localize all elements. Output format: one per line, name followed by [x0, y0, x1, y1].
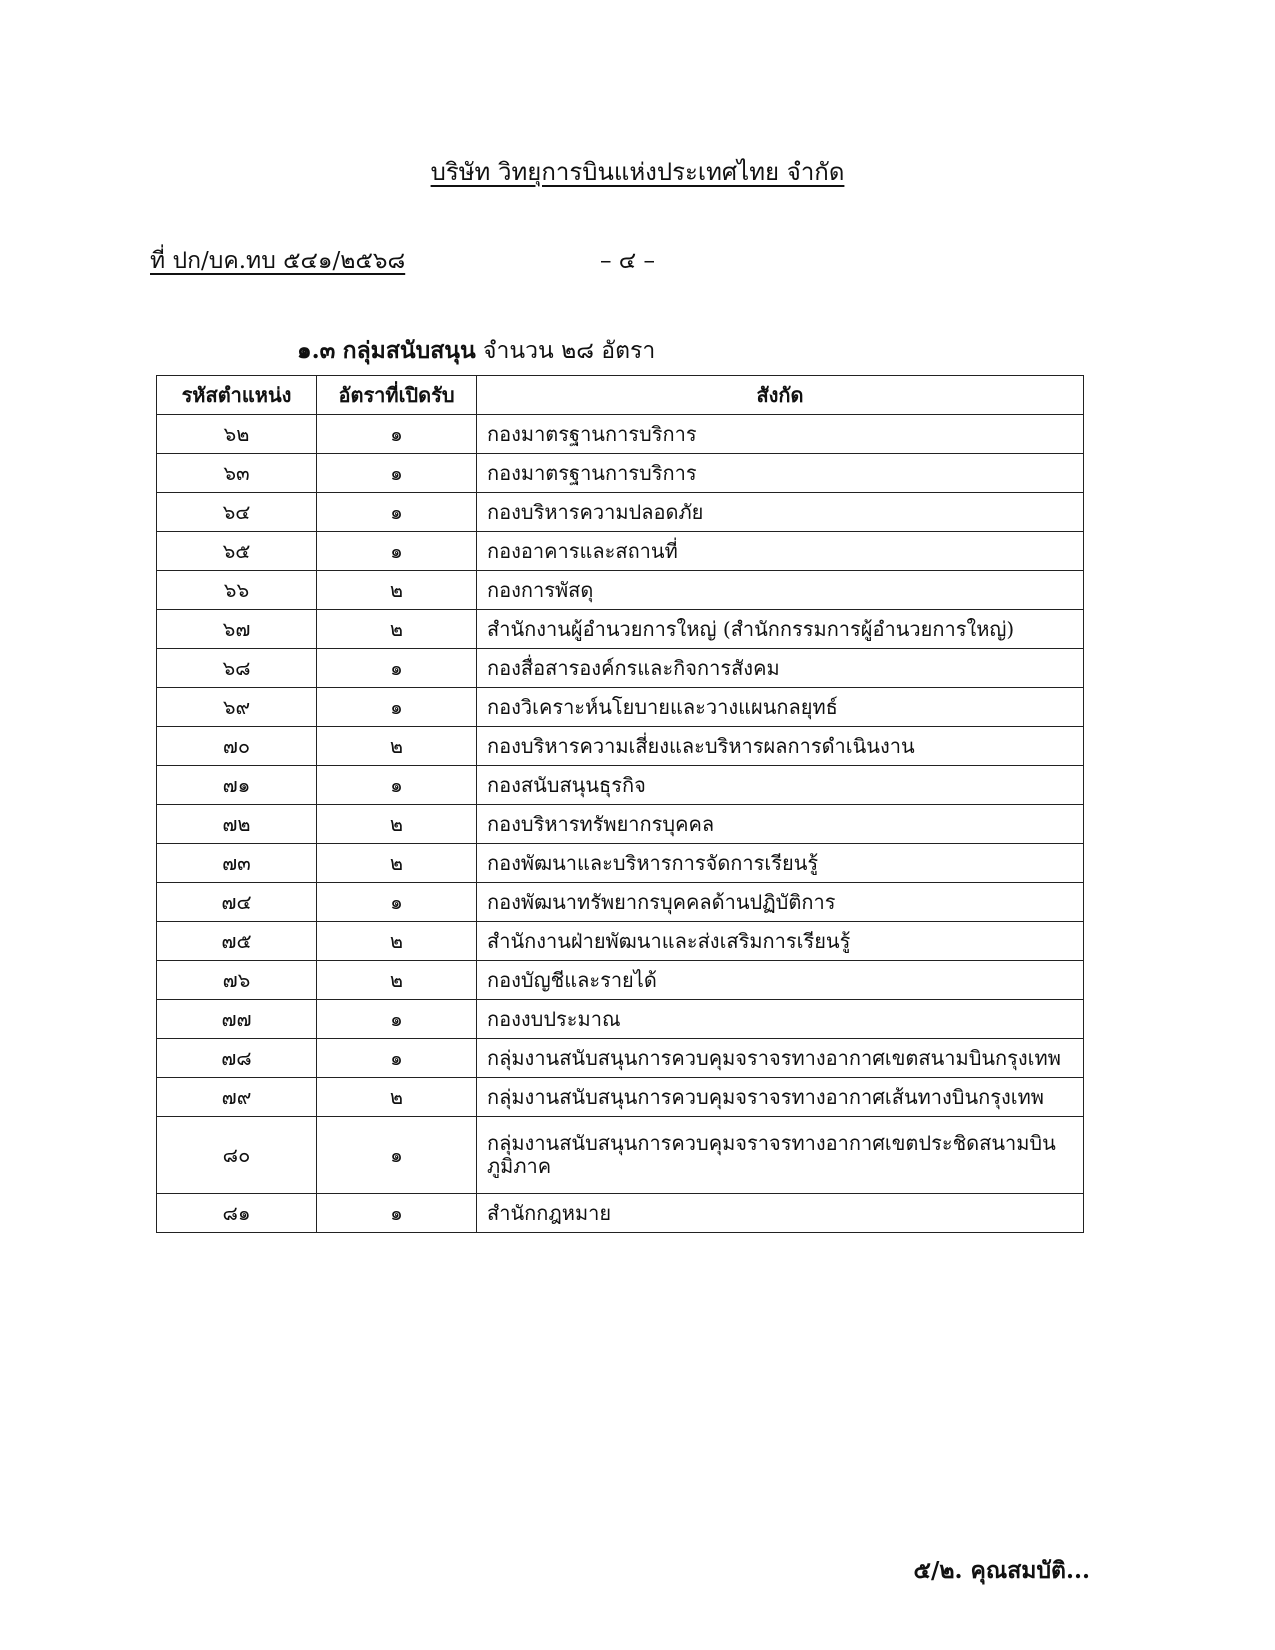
positions-table — [156, 375, 1084, 1233]
open-rate-cell: ๑ — [317, 883, 477, 922]
table-row — [157, 532, 1084, 571]
position-code-cell: ๗๕ — [157, 922, 317, 961]
unit-cell: กองวิเคราะห์นโยบายและวางแผนกลยุทธ์ — [477, 688, 1084, 727]
unit-cell: กลุ่มงานสนับสนุนการควบคุมจราจรทางอากาศเส้นทางบินกรุงเทพ — [477, 1078, 1084, 1117]
position-code-cell: ๖๘ — [157, 649, 317, 688]
unit-cell: กองงบประมาณ — [477, 1000, 1084, 1039]
table-row — [157, 415, 1084, 454]
table-body — [157, 415, 1084, 1233]
table-row — [157, 766, 1084, 805]
table-row — [157, 1194, 1084, 1233]
open-rate-cell: ๒ — [317, 571, 477, 610]
header-open-rate: อัตราที่เปิดรับ — [317, 376, 477, 415]
table-row — [157, 961, 1084, 1000]
position-code-cell: ๗๒ — [157, 805, 317, 844]
section-count: จำนวน ๒๘ อัตรา — [483, 338, 656, 364]
section-name: กลุ่มสนับสนุน — [342, 337, 476, 364]
open-rate-cell: ๑ — [317, 493, 477, 532]
position-code-cell: ๖๓ — [157, 454, 317, 493]
position-code-cell: ๗๘ — [157, 1039, 317, 1078]
page-number: – ๔ – — [600, 248, 656, 274]
unit-cell: กองมาตรฐานการบริการ — [477, 454, 1084, 493]
open-rate-cell: ๑ — [317, 688, 477, 727]
table-row — [157, 1078, 1084, 1117]
unit-cell: สำนักงานผู้อำนวยการใหญ่ (สำนักกรรมการผู้อำนวยการใหญ่) — [477, 610, 1084, 649]
table-row — [157, 922, 1084, 961]
table-row — [157, 649, 1084, 688]
unit-cell: กองอาคารและสถานที่ — [477, 532, 1084, 571]
open-rate-cell: ๑ — [317, 454, 477, 493]
open-rate-cell: ๑ — [317, 1117, 477, 1194]
open-rate-cell: ๑ — [317, 1000, 477, 1039]
unit-cell: กลุ่มงานสนับสนุนการควบคุมจราจรทางอากาศเขตสนามบินกรุงเทพ — [477, 1039, 1084, 1078]
unit-cell: กองพัฒนาและบริหารการจัดการเรียนรู้ — [477, 844, 1084, 883]
open-rate-cell: ๒ — [317, 610, 477, 649]
open-rate-cell: ๒ — [317, 727, 477, 766]
unit-cell: กองการพัสดุ — [477, 571, 1084, 610]
table-row — [157, 844, 1084, 883]
open-rate-cell: ๒ — [317, 1078, 477, 1117]
position-code-cell: ๗๓ — [157, 844, 317, 883]
position-code-cell: ๗๙ — [157, 1078, 317, 1117]
unit-cell: กองบริหารความปลอดภัย — [477, 493, 1084, 532]
table-row — [157, 571, 1084, 610]
table-row — [157, 1117, 1084, 1194]
continuation-note: ๕/๒. คุณสมบัติ... — [913, 1557, 1090, 1584]
unit-cell: กองมาตรฐานการบริการ — [477, 415, 1084, 454]
header-position-code: รหัสตำแหน่ง — [157, 376, 317, 415]
position-code-cell: ๖๕ — [157, 532, 317, 571]
unit-cell: กองบัญชีและรายได้ — [477, 961, 1084, 1000]
open-rate-cell: ๒ — [317, 805, 477, 844]
table-row — [157, 1000, 1084, 1039]
table-row — [157, 610, 1084, 649]
table-row — [157, 805, 1084, 844]
table-row — [157, 688, 1084, 727]
unit-cell: กองพัฒนาทรัพยากรบุคคลด้านปฏิบัติการ — [477, 883, 1084, 922]
table-row — [157, 1039, 1084, 1078]
document-reference: ที่ ปก/บค.ทบ ๕๔๑/๒๕๖๘ — [150, 248, 406, 274]
unit-cell: กองบริหารความเสี่ยงและบริหารผลการดำเนินงาน — [477, 727, 1084, 766]
position-code-cell: ๗๑ — [157, 766, 317, 805]
unit-cell: สำนักกฎหมาย — [477, 1194, 1084, 1233]
company-name: บริษัท วิทยุการบินแห่งประเทศไทย จำกัด — [430, 158, 845, 186]
open-rate-cell: ๑ — [317, 532, 477, 571]
table-row — [157, 493, 1084, 532]
open-rate-cell: ๒ — [317, 844, 477, 883]
table-row — [157, 727, 1084, 766]
open-rate-cell: ๒ — [317, 922, 477, 961]
open-rate-cell: ๑ — [317, 1039, 477, 1078]
position-code-cell: ๖๗ — [157, 610, 317, 649]
section-heading — [297, 333, 655, 369]
position-code-cell: ๖๖ — [157, 571, 317, 610]
position-code-cell: ๘๑ — [157, 1194, 317, 1233]
unit-cell: กองบริหารทรัพยากรบุคคล — [477, 805, 1084, 844]
position-code-cell: ๖๙ — [157, 688, 317, 727]
table-header-row — [157, 376, 1084, 415]
unit-cell: กองสนับสนุนธุรกิจ — [477, 766, 1084, 805]
open-rate-cell: ๑ — [317, 766, 477, 805]
position-code-cell: ๗๔ — [157, 883, 317, 922]
header-unit: สังกัด — [477, 376, 1084, 415]
position-code-cell: ๖๔ — [157, 493, 317, 532]
position-code-cell: ๗๐ — [157, 727, 317, 766]
position-code-cell: ๗๖ — [157, 961, 317, 1000]
open-rate-cell: ๑ — [317, 649, 477, 688]
position-code-cell: ๖๒ — [157, 415, 317, 454]
open-rate-cell: ๑ — [317, 1194, 477, 1233]
position-code-cell: ๘๐ — [157, 1117, 317, 1194]
table-row — [157, 883, 1084, 922]
unit-cell: กลุ่มงานสนับสนุนการควบคุมจราจรทางอากาศเขตประชิดสนามบินภูมิภาค — [477, 1117, 1084, 1194]
position-code-cell: ๗๗ — [157, 1000, 317, 1039]
table-row — [157, 454, 1084, 493]
open-rate-cell: ๒ — [317, 961, 477, 1000]
unit-cell: สำนักงานฝ่ายพัฒนาและส่งเสริมการเรียนรู้ — [477, 922, 1084, 961]
open-rate-cell: ๑ — [317, 415, 477, 454]
unit-cell: กองสื่อสารองค์กรและกิจการสังคม — [477, 649, 1084, 688]
section-number: ๑.๓ — [297, 337, 336, 364]
